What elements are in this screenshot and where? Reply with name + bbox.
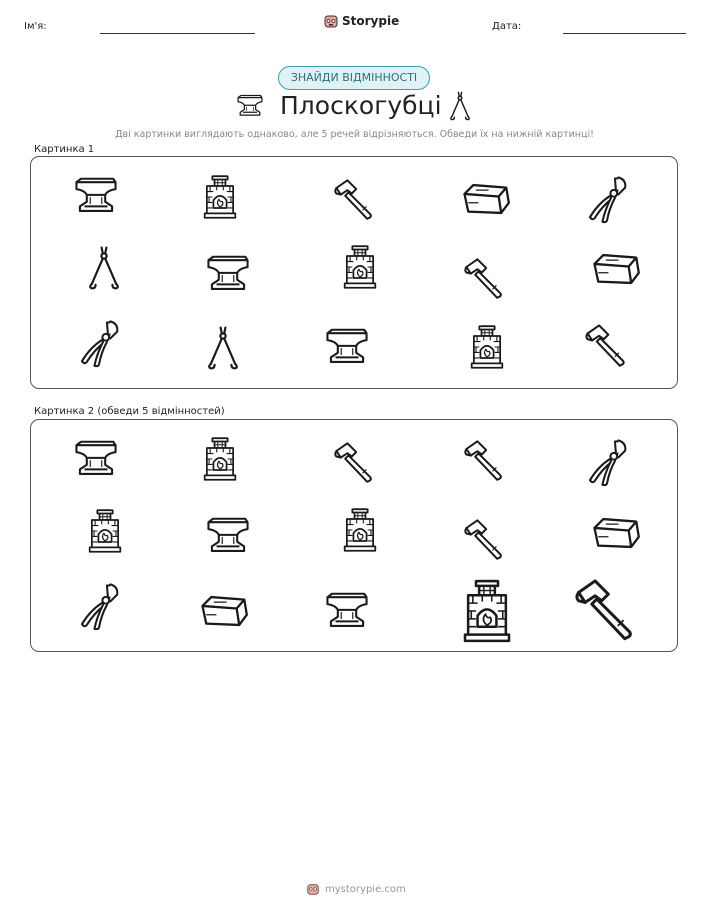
metal-block-icon (590, 250, 642, 288)
picture2-label: Картинка 2 (обведи 5 відмінностей) (34, 406, 225, 417)
furnace-icon (462, 578, 512, 644)
anvil-icon (205, 253, 251, 295)
storypie-mascot-icon (306, 882, 320, 896)
hammer-icon (460, 438, 508, 482)
hammer-icon (330, 440, 378, 484)
metal-block-icon (460, 180, 512, 218)
pliers-icon (76, 581, 122, 631)
page-title: Плоскогубці (280, 91, 442, 120)
metal-block-icon (590, 514, 642, 552)
find-differences-badge: ЗНАЙДИ ВІДМІННОСТІ (278, 66, 430, 90)
anvil-icon (205, 515, 251, 557)
anvil-icon (73, 175, 119, 217)
pliers-icon (76, 318, 122, 368)
instructions: Дві картинки виглядають однаково, але 5 речей відрізняються. Обведи їх на нижній картинці! (115, 129, 594, 140)
date-label: Дата: (492, 21, 522, 32)
storypie-logo (323, 13, 399, 29)
furnace-icon (470, 324, 504, 370)
date-field[interactable] (563, 33, 686, 34)
name-label: Ім'я: (24, 21, 47, 32)
picture1-label: Картинка 1 (34, 144, 95, 155)
furnace-icon (203, 174, 237, 220)
hammer-icon (460, 517, 508, 561)
hammer-icon (330, 177, 378, 221)
anvil-icon (324, 326, 370, 368)
pliers-icon (584, 437, 630, 487)
furnace-icon (343, 507, 377, 553)
hammer-icon (570, 576, 640, 642)
storypie-mascot-icon (323, 13, 339, 29)
logo-text: Storypie (342, 14, 400, 28)
tongs-icon (86, 242, 122, 294)
anvil-icon (73, 438, 119, 480)
furnace-icon (343, 244, 377, 290)
anvil-icon (324, 590, 370, 632)
footer (306, 882, 406, 896)
pliers-icon (584, 174, 630, 224)
furnace-icon (203, 436, 237, 482)
hammer-icon (460, 256, 508, 300)
tongs-icon (448, 90, 472, 122)
furnace-icon (88, 508, 122, 554)
anvil-icon (236, 94, 264, 118)
footer-url: mystorypie.com (325, 883, 406, 895)
name-field[interactable] (100, 33, 255, 34)
metal-block-icon (198, 592, 250, 630)
tongs-icon (205, 322, 241, 374)
hammer-icon (582, 322, 630, 368)
